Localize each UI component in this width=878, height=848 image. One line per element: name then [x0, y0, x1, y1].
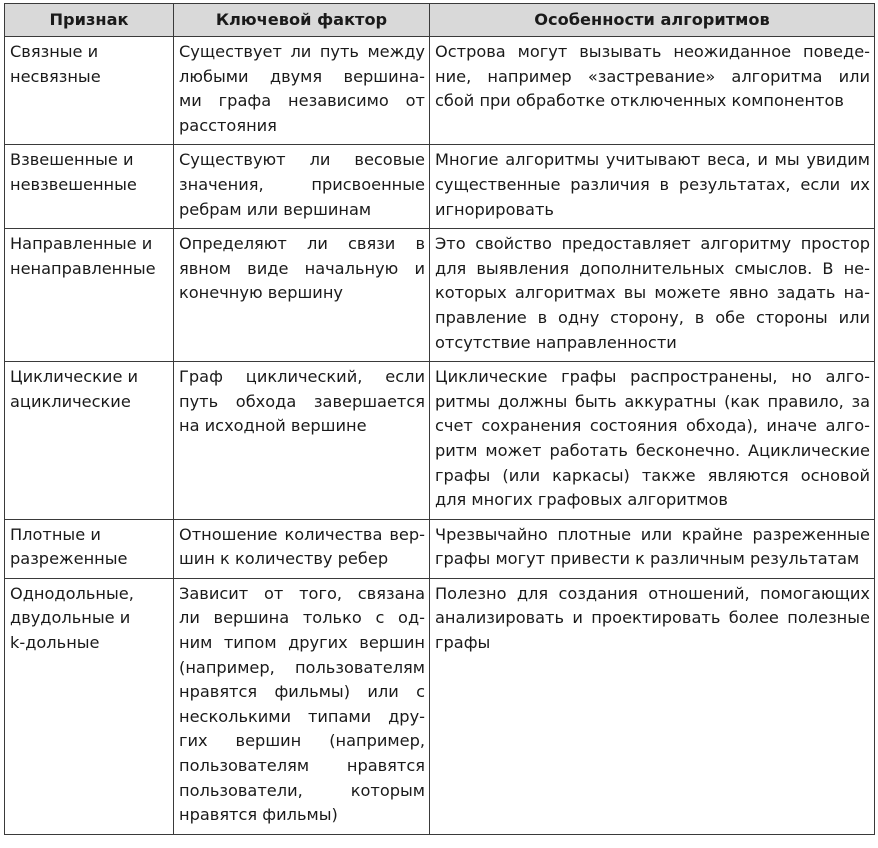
cell-feature	[5, 362, 174, 520]
cell-line: Циклические и	[10, 367, 139, 387]
table-row	[5, 578, 875, 834]
cell-line: нравятся фильмы)	[179, 805, 338, 825]
cell-line: анализировать и проектировать более полезные	[435, 608, 870, 628]
table-row	[5, 145, 875, 229]
header-feature: Признак	[5, 4, 174, 37]
cell-key-factor	[174, 362, 430, 520]
cell-line: Существует ли путь между	[179, 42, 425, 61]
cell-line: k-дольные	[10, 633, 100, 653]
cell-algorithm-notes	[430, 362, 875, 520]
cell-algorithm-notes	[430, 578, 875, 834]
cell-line: Это свойство предоставляет алгоритму простор	[435, 234, 870, 254]
cell-feature	[5, 145, 174, 229]
cell-line: путь обхода завершается	[179, 391, 425, 411]
cell-line: графы	[435, 633, 491, 653]
cell-algorithm-notes	[430, 37, 875, 145]
cell-line: ребрам или вершинам	[179, 199, 372, 219]
cell-line: для многих графовых алгоритмов	[435, 490, 728, 510]
cell-line: правление в одну сторону, в обе стороны или	[435, 307, 870, 327]
cell-line: любыми двумя вершина-	[179, 66, 425, 86]
cell-line: графы могут привести к различным результатам	[435, 549, 860, 569]
cell-line: для выявления дополнительных смыслов. В не-	[435, 258, 870, 278]
cell-line: ациклические	[10, 391, 131, 411]
cell-line: шин к количеству ребер	[179, 549, 389, 569]
cell-line: сбой при обработке отключенных компонентов	[435, 91, 844, 111]
table-row	[5, 519, 875, 578]
cell-line: Связные и	[10, 42, 99, 61]
cell-line: (например, пользователям	[179, 657, 425, 677]
cell-algorithm-notes	[430, 519, 875, 578]
cell-key-factor	[174, 229, 430, 362]
cell-line: Граф циклический, если	[179, 367, 425, 387]
table-row	[5, 362, 875, 520]
cell-line: несвязные	[10, 66, 101, 86]
cell-key-factor	[174, 578, 430, 834]
cell-line: ли вершина только с од-	[179, 608, 425, 628]
table-row	[5, 37, 875, 145]
cell-line: счет сохранения состояния обхода), иначе алго-	[435, 416, 870, 436]
cell-line: Зависит от того, связана	[179, 583, 425, 603]
cell-line: Циклические графы распространены, но алго-	[435, 367, 870, 387]
cell-line: Существуют ли весовые	[179, 150, 425, 170]
cell-line: ритм может работать бесконечно. Ациклические	[435, 440, 870, 460]
cell-line: конечную вершину	[179, 283, 343, 303]
cell-key-factor	[174, 37, 430, 145]
cell-line: пользователи, которым	[179, 780, 425, 800]
cell-line: пользователям нравятся	[179, 756, 425, 776]
cell-line: Острова могут вызывать неожиданное поведе-	[435, 42, 870, 61]
cell-algorithm-notes	[430, 145, 875, 229]
cell-line: явном виде начальную и	[179, 258, 425, 278]
cell-feature	[5, 519, 174, 578]
table-row	[5, 229, 875, 362]
cell-line: Плотные и	[10, 524, 101, 544]
cell-line: несколькими типами дру-	[179, 706, 425, 726]
cell-line: Многие алгоритмы учитывают веса, и мы увидим	[435, 150, 870, 170]
cell-line: двудольные и	[10, 608, 131, 628]
cell-line: существенные различия в результатах, если их	[435, 174, 870, 194]
cell-line: Направленные и	[10, 234, 153, 254]
cell-line: значения, присвоенные	[179, 174, 425, 194]
graph-types-table	[4, 3, 875, 835]
cell-line: Взвешенные и	[10, 150, 134, 170]
cell-line: ми графа независимо от	[179, 91, 425, 111]
cell-line: которых алгоритмах вы можете явно задать на-	[435, 283, 870, 303]
cell-line: гих вершин (например,	[179, 731, 425, 751]
cell-line: ние, например «застревание» алгоритма или	[435, 66, 870, 86]
cell-line: Чрезвычайно плотные или крайне разреженные	[435, 524, 870, 544]
cell-feature	[5, 578, 174, 834]
header-row	[5, 4, 875, 37]
header-algorithm-notes: Особенности алгоритмов	[430, 4, 875, 37]
cell-algorithm-notes	[430, 229, 875, 362]
cell-line: Отношение количества вер-	[179, 524, 425, 544]
cell-line: ненаправленные	[10, 258, 156, 278]
cell-line: на исходной вершине	[179, 416, 367, 436]
header-key-factor: Ключевой фактор	[174, 4, 430, 37]
cell-line: игнорировать	[435, 199, 554, 219]
cell-line: разреженные	[10, 549, 128, 569]
cell-line: невзвешенные	[10, 174, 137, 194]
cell-line: ним типом других вершин	[179, 633, 425, 653]
cell-line: Полезно для создания отношений, помогающих	[435, 583, 870, 603]
cell-line: графы (или каркасы) также являются основой	[435, 465, 870, 485]
cell-line: ритмы должны быть аккуратны (как правило, за	[435, 391, 870, 411]
cell-line: отсутствие направленности	[435, 332, 677, 352]
cell-key-factor	[174, 145, 430, 229]
cell-line: Однодольные,	[10, 583, 134, 603]
cell-feature	[5, 229, 174, 362]
cell-feature	[5, 37, 174, 145]
cell-line: нравятся фильмы) или с	[179, 682, 425, 702]
cell-line: Определяют ли связи в	[179, 234, 425, 254]
cell-key-factor	[174, 519, 430, 578]
cell-line: расстояния	[179, 115, 277, 135]
